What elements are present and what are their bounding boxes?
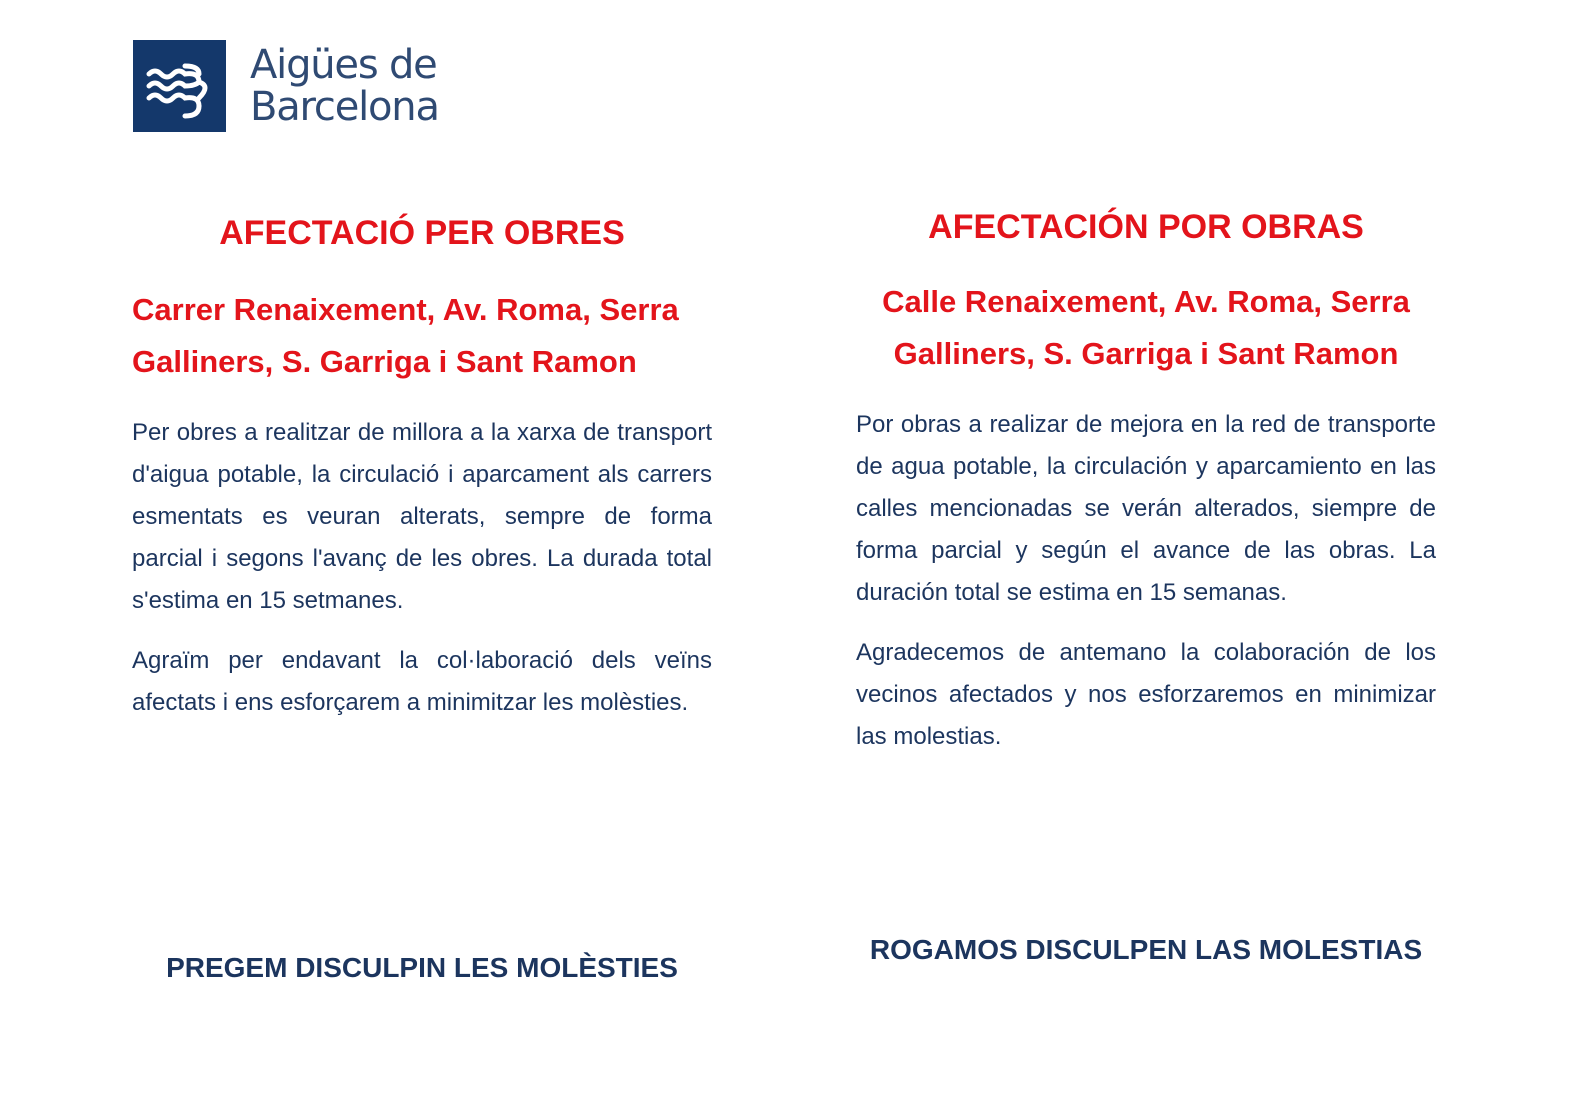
- spanish-paragraph-2: Agradecemos de antemano la colaboración de los vecinos afectados y nos esforzaremos en minimizar las molestias.: [856, 639, 1436, 750]
- brand-name-line1: Aigües de: [250, 42, 437, 88]
- catalan-column: [132, 210, 712, 724]
- spanish-subtitle: Calle Renaixement, Av. Roma, Serra Galliners, S. Garriga i Sant Ramon: [882, 284, 1410, 371]
- brand-name: [250, 44, 439, 128]
- spanish-footer: ROGAMOS DISCULPEN LAS MOLESTIAS: [869, 934, 1423, 965]
- catalan-footer: PREGEM DISCULPIN LES MOLÈSTIES: [166, 952, 678, 983]
- water-waves-logo-icon: [133, 40, 226, 132]
- catalan-title: AFECTACIÓ PER OBRES: [219, 214, 625, 252]
- spanish-title: AFECTACIÓN POR OBRAS: [928, 208, 1364, 246]
- brand-name-line2: Barcelona: [250, 84, 439, 130]
- spanish-paragraph-1: Por obras a realizar de mejora en la red de transporte de agua potable, la circulación y aparcamiento en las calles mencionadas se verán alterados, siempre de forma parcial y según el avance de las obras. La duración total se estima en 15 semanas.: [856, 411, 1436, 606]
- catalan-paragraph-2: Agraïm per endavant la col·laboració dels veïns afectats i ens esforçarem a minimitzar les molèsties.: [132, 647, 712, 716]
- brand-logo: [133, 40, 439, 132]
- catalan-paragraph-1: Per obres a realitzar de millora a la xarxa de transport d'aigua potable, la circulació i aparcament als carrers esmentats es veuran alterats, sempre de forma parcial i segons l'avanç de les obres. La durada total s'estima en 15 setmanes.: [132, 419, 712, 614]
- spanish-column: [856, 204, 1436, 758]
- catalan-subtitle: Carrer Renaixement, Av. Roma, Serra Galliners, S. Garriga i Sant Ramon: [132, 292, 679, 379]
